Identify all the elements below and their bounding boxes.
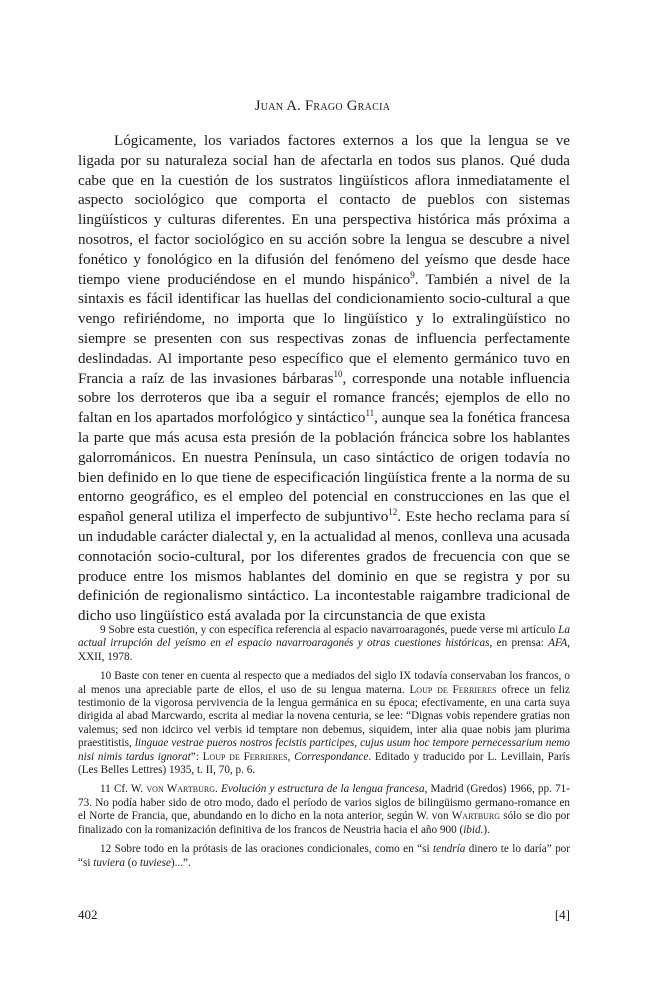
fn10-author: Loup de Ferrieres — [409, 683, 497, 696]
body-text-5: . Este hecho reclama para sí un indudable carácter dialectal y, en la actualidad al menos, conlleva una acusada connotación socio-cultural, por los diferentes grados de frecuencia con que se produce entre los mismos hablantes del dominio en que se registra y por su definición de regionalismo sintáctico. La incontestable raigambre tradicional de dicho uso lingüístico está avalada por la circunstancia de que exista — [78, 509, 570, 625]
footnote-ref-12: 12 — [388, 507, 398, 518]
footnote-11 — [78, 783, 570, 837]
body-text-4: , aunque sea la fonética francesa la parte que más acusa esta presión de la población fráncica sobre los hablantes galorrománicos. En nuestra Península, un caso sintáctico de origen todavía no bien definido en lo que tiene de especificación lingüística frente a la norma de su entorno geográfico, es el empleo del potencial en construcciones en las que el español general utiliza el imperfecto de subjuntivo — [78, 410, 570, 526]
fn11-text: 11 Cf. W. — [100, 783, 147, 796]
page-number: 402 — [78, 907, 98, 922]
fn9-journal: AFA — [548, 637, 568, 650]
fn12-example-3: tuviese — [139, 856, 171, 869]
fn10-author-2: Loup de Ferrieres — [202, 750, 288, 763]
body-text-2: . También a nivel de la sintaxis es fácil identificar las huellas del condicionamiento socio-cultural a que vengo refiriéndome, no importa que lo lingüístico y lo extralingüístico no siempre se presenten con sus respectivas zonas de influencia perfectamente deslindadas. Al importante peso específico que el elemento germánico tuvo en Francia a raíz de las invasiones bárbaras — [78, 271, 570, 387]
fn10-text: 10 Baste con tener en cuenta al respecto que a mediados del siglo IX todavía conservaban los francos, o al menos una apreciable parte de ellos, el uso de su lengua materna. — [78, 670, 570, 696]
footnote-12 — [78, 843, 570, 870]
fn10-text-5: . Editado y traducido por L. Levillain, París (Les Belles Lettres) 1935, t. II, 70, p. 6. — [78, 750, 571, 777]
fn10-text-2: ofrece un feliz testimonio de la vigorosa pervivencia de la lengua germánica en su época; efectivamente, en una carta suya dirigida al abad Marcwardo, escrita al mediar la novena centuria, se lee: “Dignas vobis rependere gratias non valemus; sed non idcirco vel verbis id temptare non debemus, siquidem, inter alia quae nobis jam plurima praestitistis, — [78, 683, 570, 750]
running-head: Juan A. Frago Gracia — [254, 98, 391, 114]
sheet-mark: [4] — [554, 907, 570, 922]
fn11-ibid: ibid. — [463, 823, 484, 836]
fn12-text-2: dinero te lo daría” por “si — [78, 843, 570, 869]
footnote-10 — [78, 670, 570, 777]
fn11-text-2: . — [215, 783, 221, 796]
fn10-work: Correspondance — [294, 750, 369, 763]
body-text-3: , corresponde una notable influencia sobre los derroteros que iba a seguir el romance francés; ejemplos de ello no faltan en los apartados morfológico y sintáctico — [78, 370, 570, 427]
fn11-text-3: , Madrid (Gredos) 1966, pp. 71-73. No podía haber sido de otro modo, dado el período de varios siglos de bilingüismo germano-romance en el Norte de Francia, que, abundando en lo dicho en la nota anterior, según W. von — [78, 783, 570, 823]
footnote-9 — [78, 624, 570, 664]
body-text-1: Lógicamente, los variados factores externos a los que la lengua se ve ligada por su naturaleza social han de afectarla en todos sus planos. Qué duda cabe que en la cuestión de los sustratos lingüísticos aflora inmediatamente el aspecto sociológico que comporta el contacto de pueblos con sistemas lingüísticos y culturas diferentes. En una perspectiva histórica más próxima a nosotros, el factor sociológico en su acción sobre la lengua se descubre a nivel fonético y fonológico en la difusión del fenómeno del yeísmo que desde hace tiempo viene produciéndose en el mundo hispánico — [78, 133, 570, 288]
fn12-text-4: )...”. — [170, 856, 191, 869]
fn12-example-2: tuviera — [93, 856, 125, 869]
fn12-text: 12 Sobre todo en la prótasis de las oraciones condicionales, como en “si — [100, 843, 433, 856]
fn10-quote-italic: linguae vestrae pueros nostros fecistis participes, cujus usum hoc tempore pernecessarium nemo nisi nimis tardus ignorat — [78, 737, 570, 763]
fn12-text-3: (o — [124, 856, 140, 869]
fn9-text-2: , en prensa: — [489, 637, 549, 650]
fn10-text-4: , — [287, 750, 295, 763]
footnote-ref-9: 9 — [410, 269, 415, 280]
footnote-ref-10: 10 — [333, 368, 343, 379]
fn9-title: La actual irrupción del yeísmo en el espacio navarroaragonés y otras cuestiones históricas — [78, 624, 570, 650]
fn9-text: 9 Sobre esta cuestión, y con específica referencia al espacio navarroaragonés, puede verse mi artículo — [100, 624, 559, 636]
fn9-text-3: , XXII, 1978. — [78, 637, 571, 663]
fn10-text-3: ”: — [190, 750, 203, 763]
footnotes — [78, 624, 570, 876]
fn11-text-5: ). — [483, 823, 490, 836]
fn11-title: Evolución y estructura de la lengua francesa — [220, 783, 425, 796]
fn12-example-1: tendría — [433, 843, 466, 856]
fn11-author: von Wartburg — [146, 783, 216, 796]
fn11-text-4: sólo se dio por finalizado con la romanización definitiva de los francos de Neustria hacia el año 900 ( — [78, 810, 570, 836]
body-paragraph — [78, 132, 570, 627]
footnote-ref-11: 11 — [365, 408, 375, 419]
fn11-author-2: Wartburg — [451, 810, 501, 823]
